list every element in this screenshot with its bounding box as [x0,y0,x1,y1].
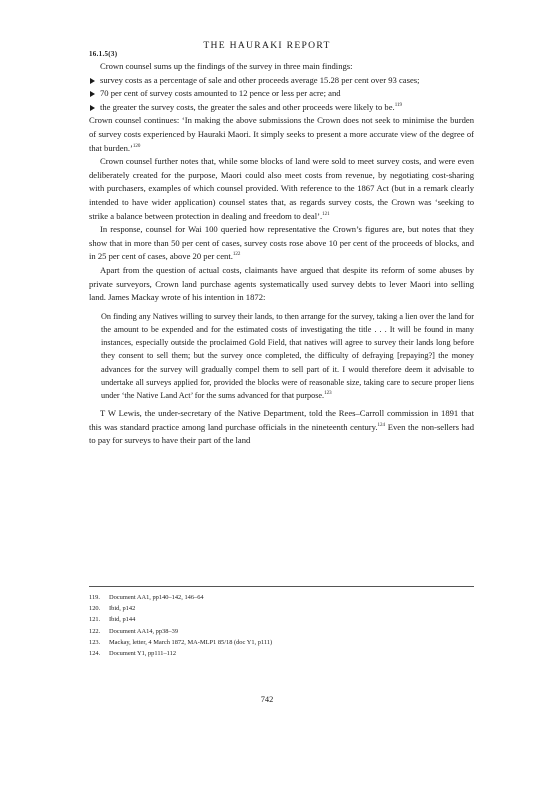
body-text [89,60,474,448]
running-header-title: THE HAURAKI REPORT [203,40,331,51]
intro-paragraph [89,60,474,74]
running-header-section: 16.1.5(3) [89,50,118,58]
footnote [89,592,474,603]
finding-text: survey costs as a percentage of sale and other proceeds average 15.28 per cent over 93 cases; [100,74,420,85]
footnote-ref[interactable]: 119 [394,102,403,108]
bullet-triangle-icon [90,105,95,111]
paragraph [89,407,474,448]
paragraph [89,114,474,155]
footnote-divider [89,586,474,587]
paragraph-text: Crown counsel continues: ‘In making the above submissions the Crown does not seek to minimise the burden of survey costs experienced by Hauraki Maori. It simply seeks to present a more accurate view of the degree of that burden.’ [89,115,474,153]
bullet-triangle-icon [90,91,95,97]
footnote-text: Ibid, p144 [109,616,136,624]
footnote-number: 122. [89,627,101,635]
finding-item [89,101,474,115]
footnote-ref[interactable]: 122 [232,252,241,258]
finding-item [89,74,474,88]
footnote-number: 124. [89,650,101,658]
footnote [89,648,474,659]
paragraph-text: In response, counsel for Wai 100 queried how representative the Crown’s figures are, but notes that they show that in more than 50 per cent of cases, survey costs rose above 10 per cent of the proceeds of blocks, and in 25 per cent of cases, above 20 per cent. [89,224,474,262]
paragraph [89,155,474,223]
paragraph [89,223,474,264]
footnote-ref[interactable]: 120 [132,143,141,149]
footnote-number: 120. [89,605,101,613]
block-quote [89,310,474,402]
footnote-number: 119. [89,594,100,601]
footnotes [89,592,474,659]
paragraph [89,264,474,305]
footnote-text: Ibid, p142 [109,605,136,613]
footnote [89,626,474,637]
footnote [89,614,474,625]
footnote-text: Document Y1, pp111–112 [109,650,177,658]
footnote-text: Document AA1, pp140–142, 146–64 [109,594,204,601]
findings-list [89,74,474,115]
footnote-number: 123. [89,638,101,646]
page-number: 742 [260,695,274,704]
bullet-triangle-icon [90,78,95,84]
footnote-ref[interactable]: 123 [324,390,332,396]
footnote [89,637,474,648]
intro-text: Crown counsel sums up the findings of the survey in three main findings: [100,61,353,71]
paragraph-text: Apart from the question of actual costs, claimants have argued that despite its reform of some abuses by private surveyors, Crown land purchase agents systematically used survey debts to lever Maori into selling land. James Mackay wrote of his intention in 1872: [89,264,474,303]
quote-text: On finding any Natives willing to survey their lands, to then arrange for the survey, taking a lien over the land for the amount to be expended and for the estimated costs of investigating the title . . . It will be found in many instances, especially outside the proclaimed Gold Field, that natives will agree to survey their lands long before they consent to sell them; but the survey once completed, the difficulty of defraying [repaying?] the money advances for the survey will gradually compel them to sell part of it. I would therefore deem it advisable to undertake all surveys applied for, provided the blocks were of reasonable size, taking care to secure proper liens under ‘the Native Land Act’ for the sums advanced for that purpose. [101,311,474,400]
footnote-ref[interactable]: 121 [322,211,330,217]
footnote-ref[interactable]: 124 [377,422,386,428]
paragraph-text: T W Lewis, the under-secretary of the Native Department, told the Rees–Carroll commission in 1891 that this was standard practice among land purchase officials in the nineteenth century. [89,408,474,432]
finding-text: 70 per cent of survey costs amounted to 12 pence or less per acre; and [100,88,341,99]
paragraph-text: Crown counsel further notes that, while some blocks of land were sold to meet survey costs, and were even deliberately created for the purpose, Maori could also meet costs from revenue, by negotiating cost-sharing with purchasers, examples of which counsel provided. With reference to the 1867 Act (but in a remark clearly intended to have wider application) counsel states that, as regards survey costs, the Crown was ‘seeking to strike a balance between protection in dealing and freedom to deal’. [89,156,474,221]
footnote-number: 121. [89,616,101,624]
paragraph-text: Even the non-sellers had to pay for surveys to have their part of the land [89,421,474,446]
footnote-text: Mackay, letter, 4 March 1872, MA-MLP1 85/18 (doc Y1, p111) [109,638,273,646]
footnote-text: Document AA14, pp38–39 [109,627,179,635]
footnote [89,603,474,614]
finding-text: the greater the survey costs, the greater the sales and other proceeds were likely to be. [100,101,395,112]
finding-item [89,87,474,101]
